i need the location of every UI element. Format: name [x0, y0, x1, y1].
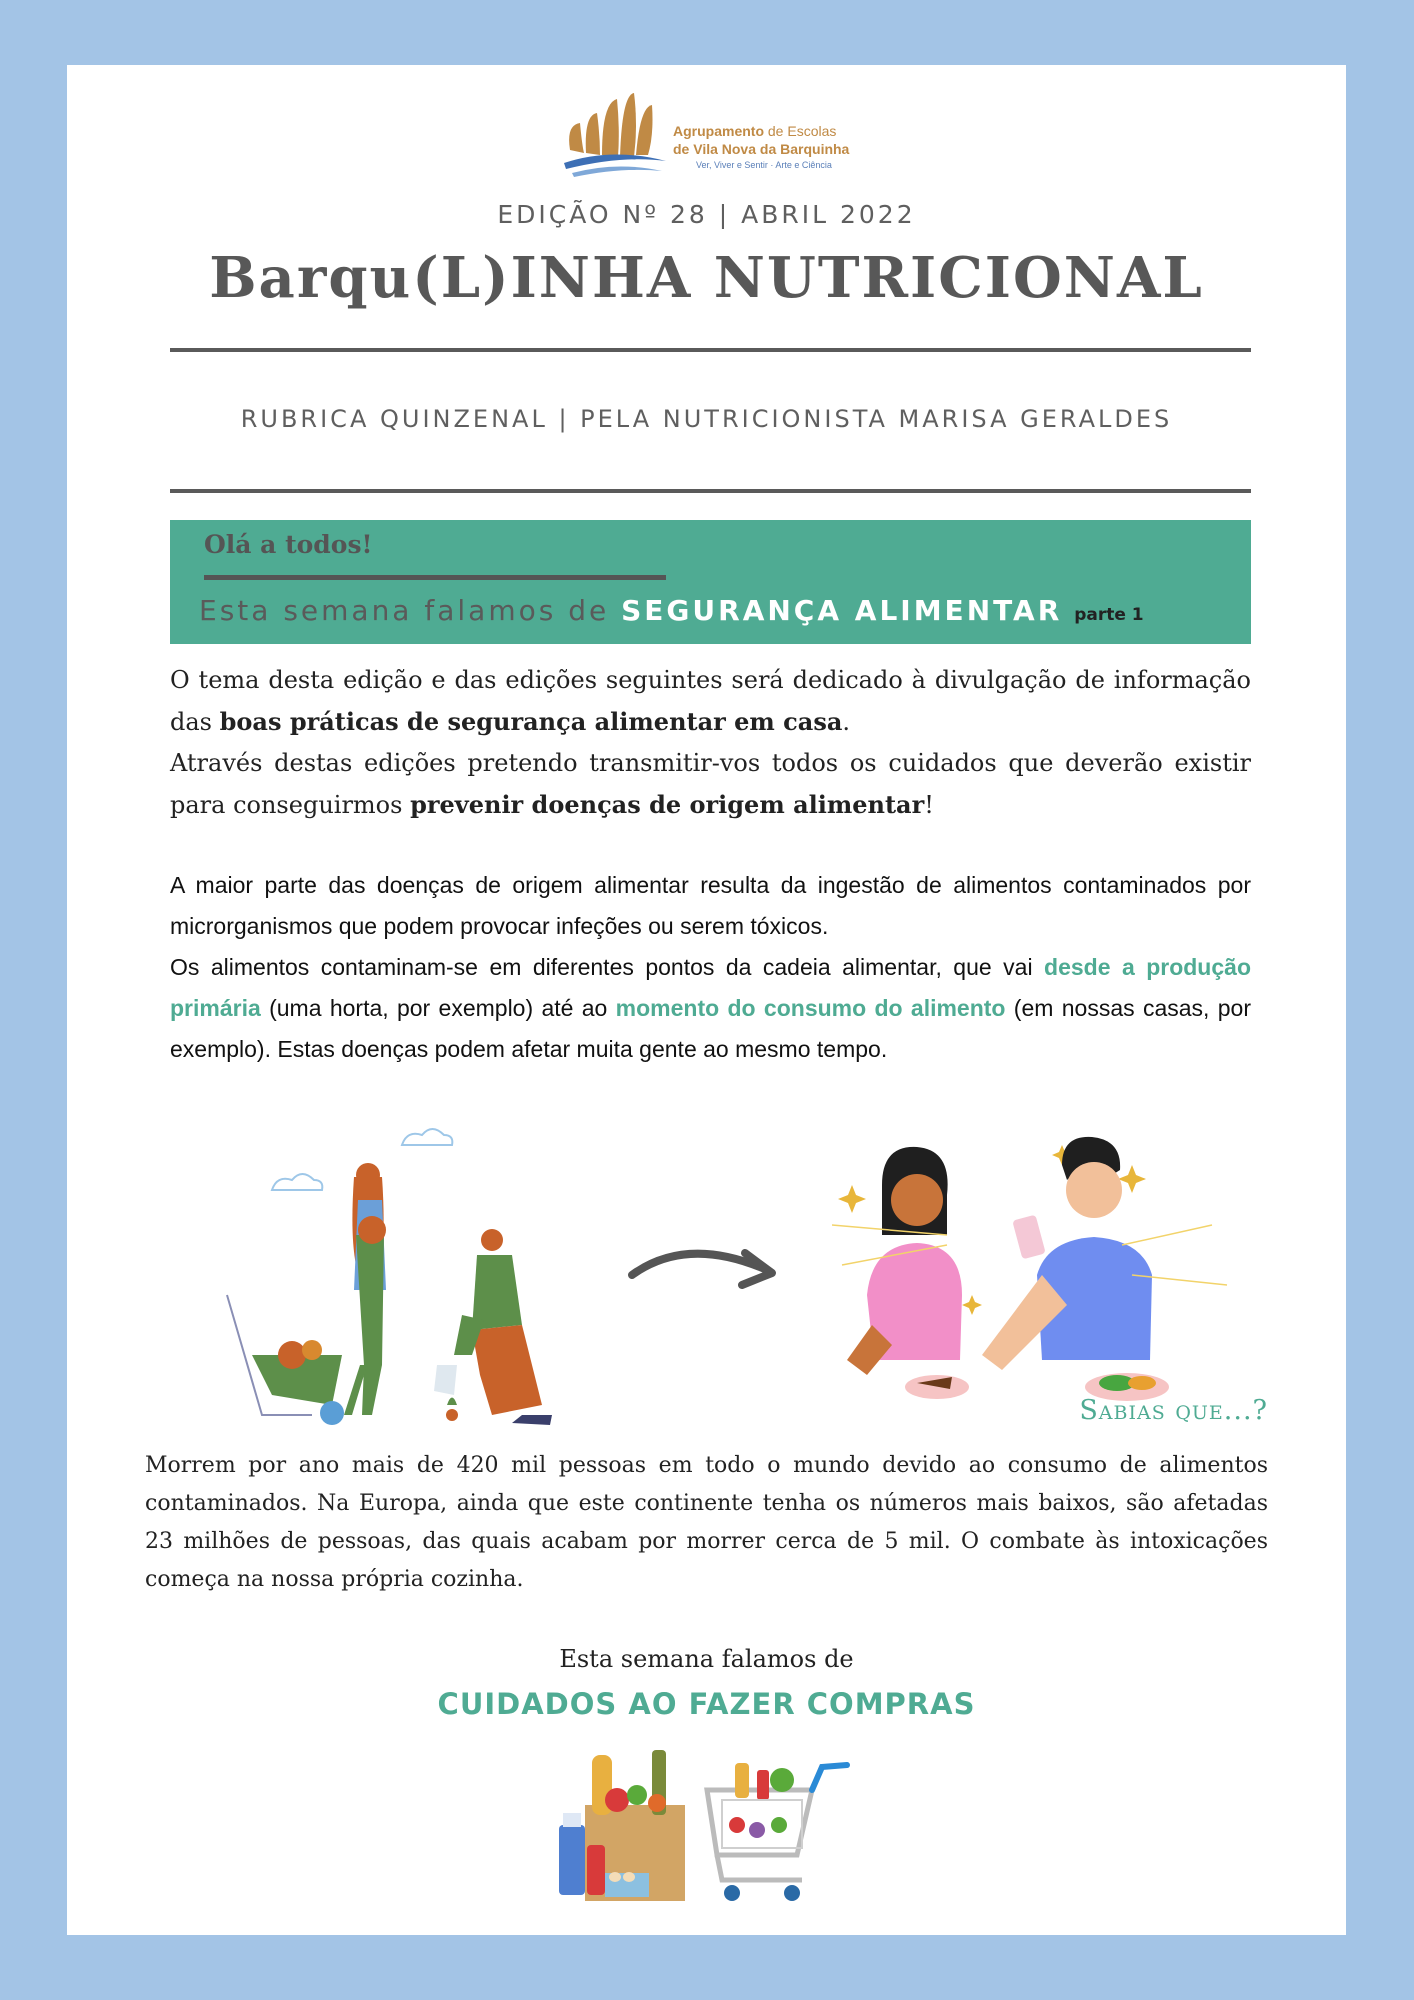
greeting: Olá a todos! — [204, 530, 373, 559]
farming-illustration — [222, 1115, 582, 1435]
greeting-underline — [204, 575, 666, 580]
intro-text: O tema desta edição e das edições seguintes será dedicado à divulgação de informação das boas práticas de segurança alimentar em casa. Através destas edições pretendo transmitir-vos todos os cuidados que deverão existir para conseguirmos prevenir doenças de origem alimentar! — [170, 666, 1251, 819]
logo-line-2: de Vila Nova da Barquinha — [673, 141, 850, 157]
arrow-right-icon — [627, 1215, 787, 1305]
did-you-know-title: Sabias que...? — [1079, 1395, 1268, 1426]
logo-emblem-icon — [562, 85, 672, 185]
topic-line: Esta semana falamos de SEGURANÇA ALIMENTAR parte 1 — [199, 594, 1144, 627]
logo-line-1: Agrupamento de Escolas — [673, 123, 837, 139]
edition-info: EDIÇÃO Nº 28 | ABRIL 2022 — [497, 200, 916, 229]
body-text: A maior parte das doenças de origem alimentar resulta da ingestão de alimentos contaminados por microrganismos que podem provocar infeções ou serem tóxicos. Os alimentos contaminam-se em diferentes pontos da cadeia alimentar, que vai desde a produção primária (uma horta, por exemplo) até ao momento do consumo do alimento (em nossas casas, por exemplo). Estas doenças podem afetar muita gente ao mesmo tempo. — [170, 872, 1251, 1062]
did-you-know-text: Morrem por ano mais de 420 mil pessoas em todo o mundo devido ao consumo de alimentos contaminados. Na Europa, ainda que este continente tenha os números mais baixos, são afetadas 23 milhões de pessoas, das quais acabam por morrer cerca de 5 mil. O combate às intoxicações começa na nossa própria cozinha. — [145, 1453, 1268, 1592]
next-topic-lead: Esta semana falamos de — [559, 1645, 854, 1673]
divider-bottom — [170, 489, 1251, 493]
logo-tagline: Ver, Viver e Sentir · Arte e Ciência — [696, 160, 832, 170]
next-topic-title: CUIDADOS AO FAZER COMPRAS — [437, 1687, 976, 1721]
shopping-illustration — [557, 1745, 877, 1905]
page-title: Barqu(L)INHA NUTRICIONAL — [209, 245, 1204, 311]
rubric-line: RUBRICA QUINZENAL | PELA NUTRICIONISTA MARISA GERALDES — [240, 405, 1173, 433]
part-label: parte 1 — [1074, 605, 1144, 625]
topic-banner — [170, 520, 1251, 644]
school-logo — [562, 85, 872, 185]
newsletter-page — [67, 65, 1346, 1935]
divider-top — [170, 348, 1251, 352]
topic-highlight: SEGURANÇA ALIMENTAR — [621, 594, 1063, 627]
eating-illustration — [832, 1125, 1232, 1425]
